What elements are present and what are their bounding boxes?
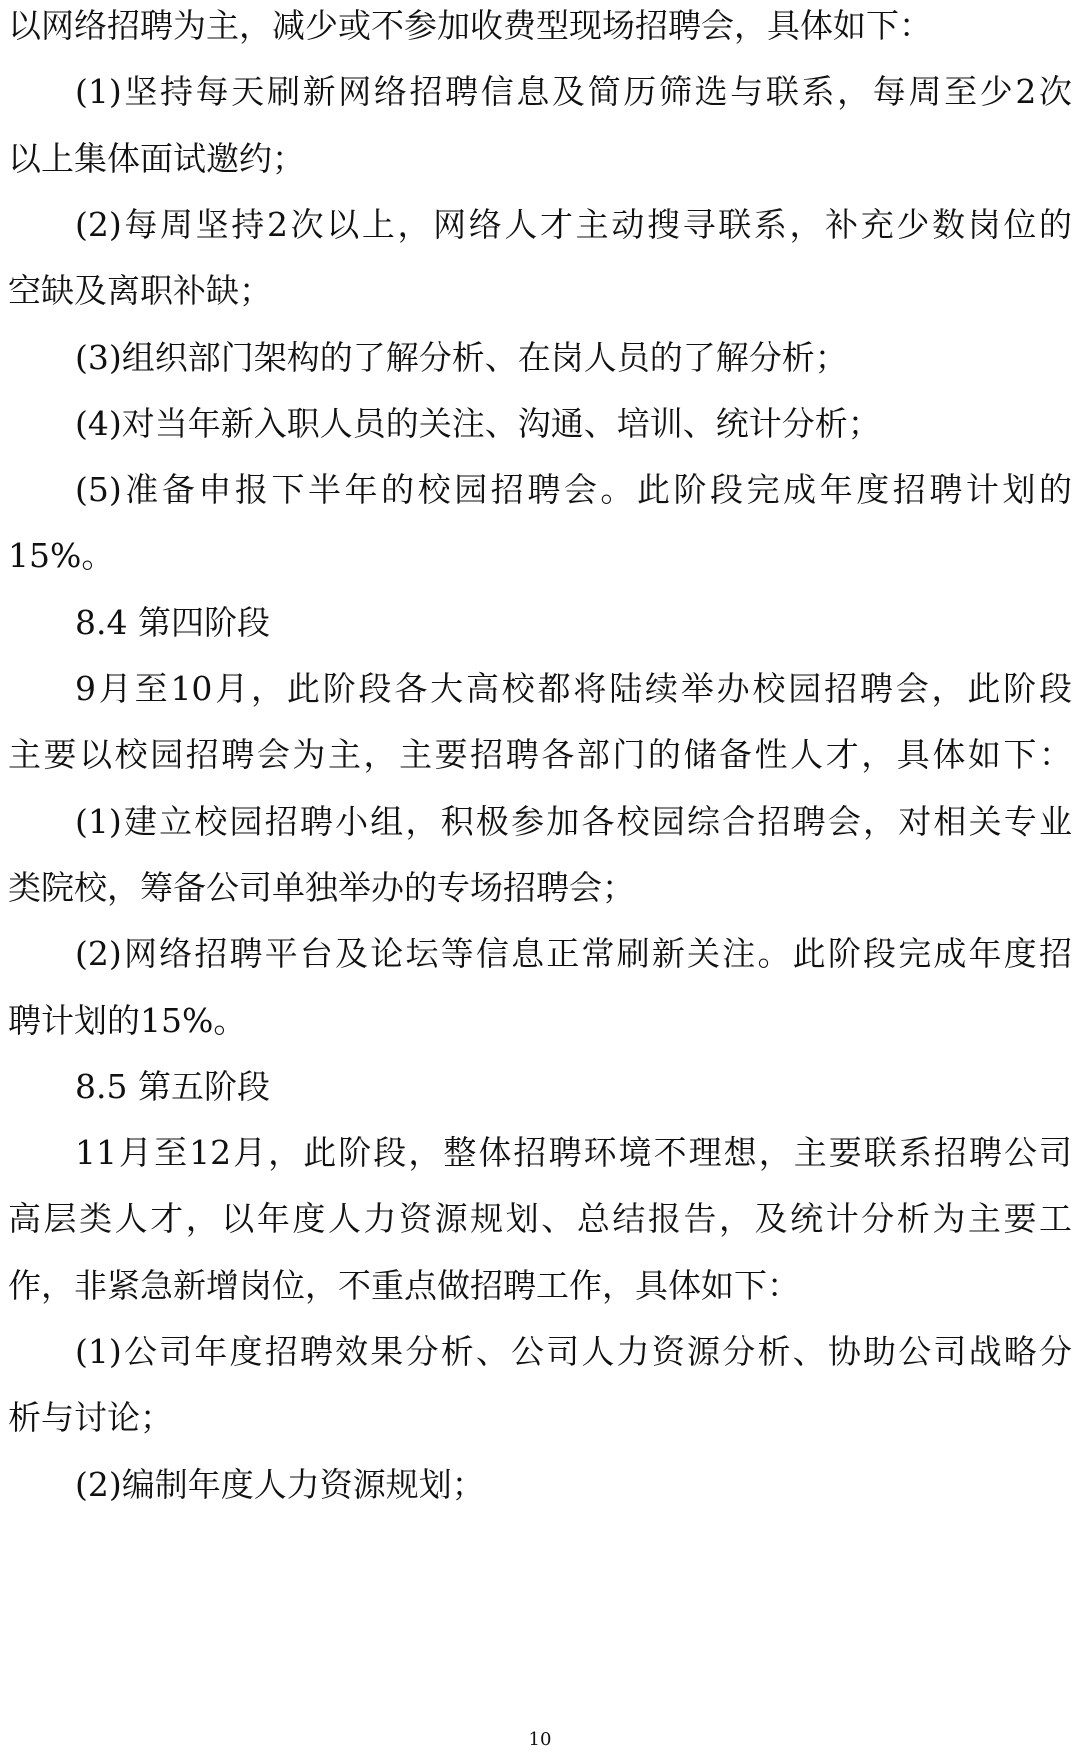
text-line: (2)网络招聘平台及论坛等信息正常刷新关注。此阶段完成年度招 [75,934,1072,973]
text-line: 15%。 [8,536,115,575]
text-line: 9月至10月，此阶段各大高校都将陆续举办校园招聘会，此阶段 [75,669,1072,708]
text-line: 高层类人才，以年度人力资源规划、总结报告，及统计分析为主要工 [8,1199,1072,1238]
text-line: (3)组织部门架构的了解分析、在岗人员的了解分析； [75,338,848,377]
text-line: (2)每周坚持2次以上，网络人才主动搜寻联系，补充少数岗位的 [75,205,1072,244]
text-line: 以网络招聘为主，减少或不参加收费型现场招聘会，具体如下： [8,6,932,45]
page-number: 10 [528,1729,552,1750]
text-line: 8.5 第五阶段 [75,1067,270,1106]
text-line: 析与讨论； [8,1398,173,1437]
text-line: (2)编制年度人力资源规划； [75,1465,485,1504]
text-line: 8.4 第四阶段 [75,603,270,642]
text-line: 类院校，筹备公司单独举办的专场招聘会； [8,868,635,907]
text-line: 空缺及离职补缺； [8,271,272,310]
text-line: (5)准备申报下半年的校园招聘会。此阶段完成年度招聘计划的 [75,470,1072,509]
text-line: (1)公司年度招聘效果分析、公司人力资源分析、协助公司战略分 [75,1332,1072,1371]
text-line: (4)对当年新入职人员的关注、沟通、培训、统计分析； [75,404,881,443]
text-line: (1)坚持每天刷新网络招聘信息及简历筛选与联系，每周至少2次 [75,72,1072,111]
text-line: 11月至12月，此阶段，整体招聘环境不理想，主要联系招聘公司 [75,1133,1072,1172]
text-line: 主要以校园招聘会为主，主要招聘各部门的储备性人才，具体如下： [8,735,1072,774]
text-line: 作，非紧急新增岗位，不重点做招聘工作，具体如下： [8,1266,800,1305]
text-line: 聘计划的15%。 [8,1001,247,1040]
text-line: 以上集体面试邀约； [8,139,305,178]
text-line: (1)建立校园招聘小组，积极参加各校园综合招聘会，对相关专业 [75,802,1072,841]
